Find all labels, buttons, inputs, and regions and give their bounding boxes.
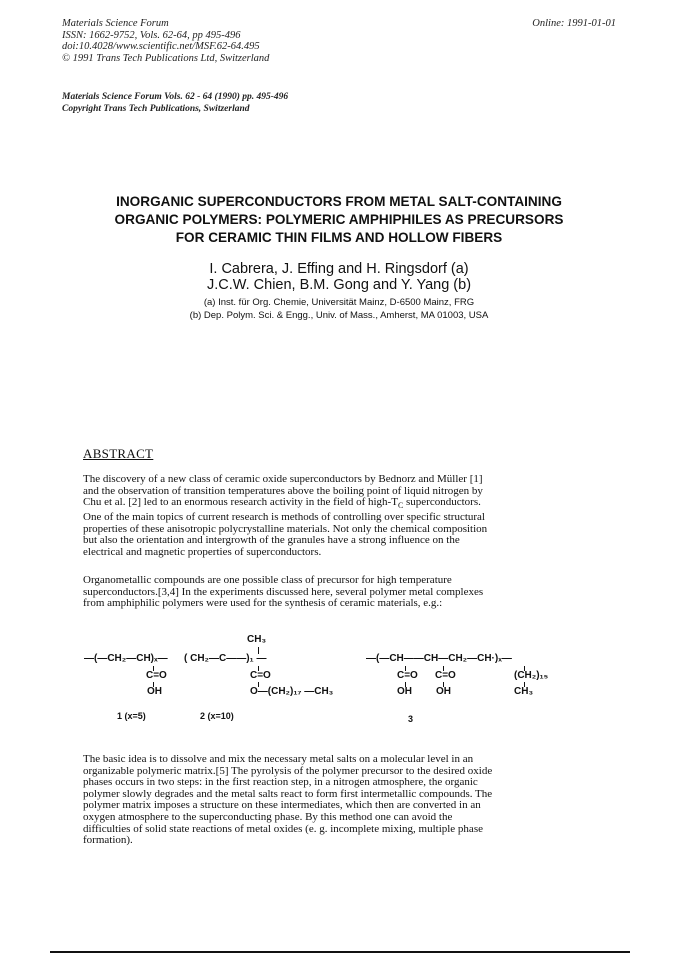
paper-title [40,193,638,247]
online-date: Online: 1991-01-01 [532,18,616,29]
authors-line-2: J.C.W. Chien, B.M. Gong and Y. Yang (b) [206,277,472,293]
paragraph-line: from amphiphilic polymers were used for the synthesis of ceramic materials, e.g.: [83,597,443,610]
paragraph-line: formation). [83,834,133,847]
affiliation-b: (b) Dep. Polym. Sci. & Engg., Univ. of Mass., Amherst, MA 01003, USA [189,310,489,321]
compound-label-2: 2 (x=10) [200,711,234,721]
subscript-c: C [397,501,404,511]
carbonyl-3b: C=O [435,670,456,681]
side-chain-ch3: CH₃ [514,686,534,697]
paragraph-line: polymer matrix imposes a structure on these intermediates, which then are converted in an [83,799,481,812]
polymer-chain-2: ( CH₂—C——)₁ — [184,653,267,664]
abstract-paragraph-1 [83,474,583,558]
bottom-divider [50,951,630,953]
paragraph-line: and the observation of transition temperatures above the boiling point of liquid nitrogen by [83,484,483,497]
paragraph-line: difficulties of solid state reactions of metal oxides (e. g. incomplete mixing, multiple phase [83,822,483,835]
title-line-1: INORGANIC SUPERCONDUCTORS FROM METAL SALT-CONTAINING [116,194,562,209]
affiliation-a: (a) Inst. für Org. Chemie, Universität Mainz, D-6500 Mainz, FRG [203,297,475,308]
ester-chain: O—(CH₂)₁₇ —CH₃ [250,686,334,697]
polymer-chain-1: —(—CH₂—CH)ₓ— [84,653,168,664]
carbonyl-3a: C=O [397,670,418,681]
paragraph-line [83,497,583,512]
paragraph-line: The discovery of a new class of ceramic oxide superconductors by Bednorz and Müller [1] [83,473,483,485]
paragraph-line: properties of these anisotropic polycrystalline materials. Not only the chemical composition [83,522,488,535]
paragraph-line: electrical and magnetic properties of superconductors. [83,545,322,558]
authors-line-1: I. Cabrera, J. Effing and H. Ringsdorf (a) [209,261,469,277]
authors [40,261,638,293]
abstract-paragraph-2 [83,575,583,610]
paragraph-line: superconductors.[3,4] In the experiments discussed here, several polymer metal complexes [83,585,484,598]
citation-line-1: Materials Science Forum Vols. 62 - 64 (1990) pp. 495-496 [62,92,289,102]
side-chain-ch2: (CH₂)₁₅ [514,670,549,681]
doi-link[interactable]: doi:10.4028/www.scientific.net/MSF.62-64.495 [62,41,260,52]
paragraph-line: One of the main topics of current research is methods of controlling over specific structural [83,510,485,523]
paragraph-text: Chu et al. [2] led to an enormous research activity in the field of high-T [83,496,398,509]
compound-label-1: 1 (x=5) [117,711,146,721]
paragraph-line: The basic idea is to dissolve and mix the necessary metal salts on a molecular level in an [83,753,474,765]
hydroxyl-3b: OH [436,686,451,697]
polymer-chain-3: —(—CH——CH—CH₂—CH·)ₓ— [366,653,512,664]
paragraph-line: but also the orientation and intergrowth of the granules have a strong influence on the [83,534,460,547]
carbonyl-2: C=O [250,670,271,681]
paragraph-line: organizable polymeric matrix.[5] The pyrolysis of the polymer precursor to the desired oxide [83,764,493,777]
copyright-line: © 1991 Trans Tech Publications Ltd, Switzerland [62,52,270,64]
compound-label-3: 3 [408,714,414,724]
hydroxyl-1: OH [147,686,162,697]
citation-block [62,91,288,115]
abstract-heading: ABSTRACT [83,446,154,461]
title-line-3: FOR CERAMIC THIN FILMS AND HOLLOW FIBERS [175,230,503,245]
paragraph-line: phases occurs in two steps: in the first reaction step, in a nitrogen atmosphere, the organic [83,776,478,789]
publication-metadata [62,18,269,64]
hydroxyl-3a: OH [397,686,412,697]
affiliations [40,296,638,322]
paragraph-text: superconductors. [403,496,481,509]
carbonyl-1: C=O [146,670,167,681]
title-line-2: ORGANIC POLYMERS: POLYMERIC AMPHIPHILES AS PRECURSORS [114,212,564,227]
issn-line: ISSN: 1662-9752, Vols. 62-64, pp 495-496 [62,29,241,41]
citation-line-2: Copyright Trans Tech Publications, Switzerland [62,104,250,114]
methyl-group-top: CH₃ [247,634,267,645]
paragraph-line: oxygen atmosphere to the superconducting phase. By this method one can avoid the [83,810,453,823]
paragraph-line: Organometallic compounds are one possible class of precursor for high temperature [83,574,452,586]
paragraph-line: polymer slowly degrades and the metal salts react to form first intermetallic compounds. The [83,787,493,800]
journal-line: Materials Science Forum [62,18,169,29]
body-paragraph-3 [83,754,583,847]
